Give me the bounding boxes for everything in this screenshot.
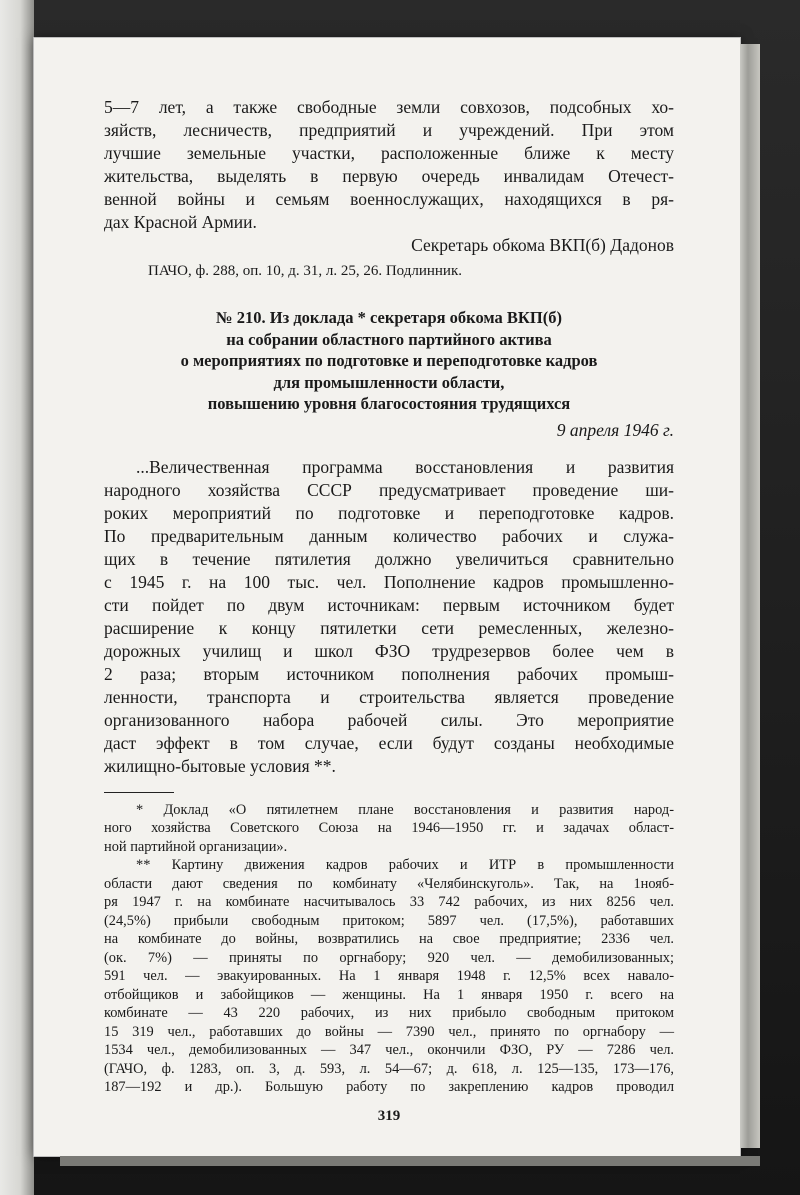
text-line: роких мероприятий по подготовке и переподготовке кадров. [104, 502, 674, 523]
text-line: По предварительным данным количество рабочих и служа- [104, 525, 674, 546]
footnote-line: 187—192 и др.). Большую работу по закреплению кадров проводил [104, 1079, 674, 1095]
footnote-line: 1534 чел., демобилизованных — 347 чел., окончили ФЗО, РУ — 7286 чел. [104, 1042, 674, 1058]
heading-line: № 210. Из доклада * секретаря обкома ВКП(б) [216, 308, 562, 327]
footnote-line: ** Картину движения кадров рабочих и ИТР в промышленности [136, 857, 674, 873]
page-stack-edge [740, 44, 760, 1148]
heading-line: повышению уровня благосостояния трудящихся [207, 394, 571, 413]
text-line: ...Величественная программа восстановления и развития [136, 456, 674, 477]
footnote-line: 591 чел. — эвакуированных. На 1 января 1948 г. 12,5% всех навало- [104, 968, 674, 984]
footnote-2 [104, 856, 674, 1097]
text-line: ленности, транспорта и строительства является проведение [104, 686, 674, 707]
heading-line: о мероприятиях по подготовке и переподготовке кадров [180, 351, 598, 370]
footnote-line: отбойщиков и забойщиков — женщины. На 1 января 1950 г. всего на [104, 986, 674, 1003]
text-line: 2 раза; вторым источником пополнения рабочих промыш- [104, 663, 674, 684]
footnote-line: области дают сведения по комбинату «Челябинскуголь». Так, на 1нояб- [104, 875, 674, 892]
page-content [104, 96, 674, 1128]
text-line: расширение к концу пятилетки сети ремесленных, железно- [104, 617, 674, 638]
footnote-line: ря 1947 г. на комбинате насчитывалось 33 742 рабочих, из них 8256 чел. [104, 894, 674, 910]
footnote-divider [104, 792, 174, 793]
text-line: дорожных училищ и школ ФЗО трудрезервов более чем в [104, 640, 674, 661]
document-heading [104, 307, 674, 415]
footnote-line: (24,5%) прибыли свободным притоком; 5897 чел. (17,5%), работавших [104, 912, 674, 929]
text-line: народного хозяйства СССР предусматривает проведение ши- [104, 479, 674, 500]
text-line: сти пойдет по двум источникам: первым источником будет [104, 594, 674, 615]
heading-line: для промышленности области, [273, 372, 505, 392]
footnote-line: (ок. 7%) — приняты по оргнабору; 920 чел. — демобилизованных; [104, 949, 674, 966]
text-line: зяйств, лесничеств, предприятий и учреждений. При этом [104, 120, 674, 140]
top-paragraph [104, 96, 674, 234]
text-line: жительства, выделять в первую очередь инвалидам Отечест- [104, 166, 674, 186]
footnote-line: на комбинате до войны, возвратились на свое предприятие; 2336 чел. [104, 931, 674, 947]
book-binding-edge [0, 0, 34, 1195]
footnote-1 [104, 801, 674, 857]
book-bottom-edge [60, 1156, 760, 1166]
text-line: организованного набора рабочей силы. Это мероприятие [104, 709, 674, 730]
text-line: дах Красной Армии. [104, 212, 257, 232]
text-line: 5—7 лет, а также свободные земли совхозов, подсобных хо- [104, 97, 674, 117]
text-line: венной войны и семьям военнослужащих, находящихся в ря- [104, 189, 674, 209]
footnote-line: (ГАЧО, ф. 1283, оп. 3, д. 593, л. 54—67; д. 618, л. 125—135, 173—176, [104, 1060, 674, 1077]
signature: Секретарь обкома ВКП(б) Дадонов [411, 235, 674, 255]
page-number: 319 [377, 1107, 401, 1124]
document-date: 9 апреля 1946 г. [556, 419, 674, 440]
text-line: лучшие земельные участки, расположенные ближе к месту [104, 143, 674, 163]
document-body [104, 456, 674, 778]
footnote-line: ной партийной организации». [104, 838, 288, 855]
footnote-line: ного хозяйства Советского Союза на 1946—1950 гг. и задачах област- [104, 820, 674, 836]
heading-line: на собрании областного партийного актива [226, 329, 552, 349]
text-line: жилищно-бытовые условия **. [104, 755, 336, 776]
text-line: даст эффект в том случае, если будут созданы необходимые [104, 732, 674, 753]
footnote-line: комбинате — 43 220 рабочих, из них прибыло свободным притоком [104, 1005, 674, 1021]
archive-source: ПАЧО, ф. 288, оп. 10, д. 31, л. 25, 26. Подлинник. [148, 263, 462, 279]
footnote-line: 15 319 чел., работавших до войны — 7390 чел., принято по оргнабору — [104, 1023, 674, 1040]
footnote-line: * Доклад «О пятилетнем плане восстановления и развития народ- [136, 801, 674, 818]
text-line: с 1945 г. на 100 тыс. чел. Пополнение кадров промышленно- [104, 571, 674, 592]
text-line: щих в течение пятилетия должно увеличиться сравнительно [104, 548, 674, 569]
